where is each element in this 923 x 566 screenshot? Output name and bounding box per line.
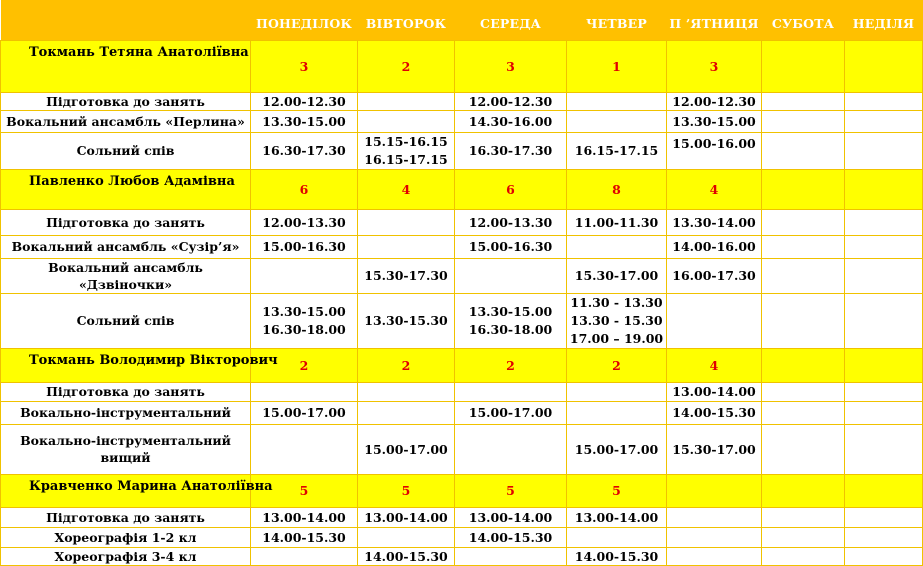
time-slot: 15.30-17.00	[672, 441, 756, 457]
time-cell	[567, 132, 667, 169]
time-cell	[358, 235, 455, 258]
time-cell	[567, 209, 667, 235]
activity-name: Підготовка до занять	[1, 507, 251, 527]
hours-count: 5	[455, 474, 567, 507]
activity-row	[1, 235, 923, 258]
teacher-name: Кравченко Марина Анатоліївна	[1, 474, 251, 507]
schedule-body	[1, 40, 923, 565]
time-cell	[251, 235, 358, 258]
time-cell	[567, 235, 667, 258]
time-cell	[358, 401, 455, 424]
time-cell	[358, 527, 455, 547]
hours-count	[762, 474, 845, 507]
time-slot: 16.30-18.00	[262, 321, 346, 337]
hours-count: 1	[567, 40, 667, 92]
time-cell	[358, 293, 455, 348]
hours-count: 4	[358, 169, 455, 209]
time-cell	[845, 258, 923, 293]
time-cell	[667, 401, 762, 424]
teacher-name: Токмань Володимир Вікторович	[1, 348, 251, 382]
time-cell	[762, 507, 845, 527]
time-cell	[455, 527, 567, 547]
time-slot: 14.00-15.30	[364, 548, 448, 564]
time-cell	[455, 92, 567, 110]
time-cell	[762, 258, 845, 293]
hours-count	[845, 40, 923, 92]
time-cell	[358, 424, 455, 474]
header-corner	[1, 0, 251, 40]
activity-name: Вокальний ансамбль «Дзвіночки»	[1, 258, 251, 293]
time-cell	[358, 382, 455, 401]
time-cell	[358, 132, 455, 169]
activity-name: Вокально-інструментальний вищий	[1, 424, 251, 474]
hours-count: 6	[251, 169, 358, 209]
time-slot: 16.15-17.15	[574, 143, 659, 158]
time-cell	[455, 110, 567, 132]
hours-count: 5	[251, 474, 358, 507]
hours-count: 5	[567, 474, 667, 507]
time-cell	[358, 92, 455, 110]
hours-count: 2	[567, 348, 667, 382]
time-cell	[667, 527, 762, 547]
time-cell	[762, 401, 845, 424]
hours-count	[845, 474, 923, 507]
time-slot: 12.00-12.30	[262, 93, 346, 109]
time-cell	[762, 92, 845, 110]
time-cell	[358, 507, 455, 527]
time-slot: 16.15-17.15	[364, 151, 448, 167]
time-slot: 16.30-17.30	[262, 143, 346, 158]
time-slot: 11.30 - 13.30	[570, 294, 663, 310]
time-cell	[667, 110, 762, 132]
time-cell	[667, 92, 762, 110]
time-cell	[762, 382, 845, 401]
hours-count: 3	[455, 40, 567, 92]
hours-count: 4	[667, 348, 762, 382]
time-cell	[455, 382, 567, 401]
time-cell	[251, 110, 358, 132]
time-cell	[667, 235, 762, 258]
time-slot: 15.00-17.00	[364, 441, 448, 457]
time-cell	[762, 209, 845, 235]
time-cell	[845, 401, 923, 424]
header-day-monday: ПОНЕДІЛОК	[251, 0, 358, 40]
time-cell	[251, 527, 358, 547]
activity-row	[1, 424, 923, 474]
time-slot: 15.30-17.00	[574, 268, 659, 283]
time-slot: 13.30-15.00	[672, 113, 756, 129]
time-cell	[845, 132, 923, 169]
hours-count	[845, 169, 923, 209]
time-slot: 15.00-16.00	[672, 135, 756, 151]
activity-name: Вокальний ансамбль «Сузір’я»	[1, 235, 251, 258]
activity-row	[1, 382, 923, 401]
time-slot: 15.00-16.30	[468, 239, 553, 254]
teacher-row	[1, 169, 923, 209]
hours-count: 4	[667, 169, 762, 209]
time-slot: 16.00-17.30	[672, 268, 756, 283]
time-cell	[845, 110, 923, 132]
time-cell	[845, 547, 923, 565]
hours-count	[667, 474, 762, 507]
time-cell	[667, 507, 762, 527]
time-cell	[567, 92, 667, 110]
time-slot: 16.30-17.30	[468, 143, 553, 158]
time-cell	[567, 527, 667, 547]
time-cell	[667, 424, 762, 474]
time-slot: 14.00-15.30	[468, 529, 553, 545]
activity-row	[1, 547, 923, 565]
time-slot: 15.00-17.00	[574, 441, 659, 457]
activity-name: Підготовка до занять	[1, 209, 251, 235]
time-slot: 12.00-12.30	[468, 93, 553, 109]
hours-count: 2	[455, 348, 567, 382]
teacher-name: Токмань Тетяна Анатоліївна	[1, 40, 251, 92]
time-cell	[251, 293, 358, 348]
time-cell	[358, 258, 455, 293]
time-slot: 12.00-13.30	[262, 214, 346, 230]
time-slot: 13.00-14.00	[672, 384, 756, 399]
teacher-row	[1, 348, 923, 382]
time-cell	[762, 424, 845, 474]
time-slot: 13.00-14.00	[468, 509, 553, 525]
time-slot: 13.30-15.30	[364, 313, 448, 328]
activity-name: Вокально-інструментальний	[1, 401, 251, 424]
time-cell	[762, 527, 845, 547]
time-cell	[667, 209, 762, 235]
teacher-name: Павленко Любов Адамівна	[1, 169, 251, 209]
time-slot: 14.00-15.30	[574, 548, 659, 564]
activity-row	[1, 110, 923, 132]
time-cell	[251, 209, 358, 235]
time-cell	[845, 92, 923, 110]
time-cell	[455, 401, 567, 424]
time-slot: 15.00-17.00	[262, 405, 346, 420]
activity-row	[1, 258, 923, 293]
time-cell	[667, 293, 762, 348]
time-cell	[455, 547, 567, 565]
time-slot: 14.00-16.00	[672, 239, 756, 254]
activity-name: Хореографія 3-4 кл	[1, 547, 251, 565]
activity-row	[1, 507, 923, 527]
time-cell	[567, 382, 667, 401]
hours-count: 3	[251, 40, 358, 92]
time-slot: 15.00-16.30	[262, 239, 346, 254]
teacher-row	[1, 40, 923, 92]
time-slot: 16.30-18.00	[468, 321, 553, 337]
time-cell	[455, 258, 567, 293]
time-cell	[845, 293, 923, 348]
activity-name: Підготовка до занять	[1, 92, 251, 110]
time-cell	[358, 110, 455, 132]
time-cell	[567, 293, 667, 348]
time-cell	[845, 209, 923, 235]
header-day-friday: П ’ЯТНИЦЯ	[667, 0, 762, 40]
time-slot: 13.30-15.00	[262, 113, 346, 129]
time-cell	[251, 547, 358, 565]
time-cell	[251, 424, 358, 474]
time-cell	[667, 382, 762, 401]
time-cell	[667, 547, 762, 565]
header-day-thursday: ЧЕТВЕР	[567, 0, 667, 40]
time-cell	[455, 293, 567, 348]
activity-name: Сольний спів	[1, 132, 251, 169]
activity-name: Хореографія 1-2 кл	[1, 527, 251, 547]
time-cell	[455, 235, 567, 258]
time-cell	[455, 209, 567, 235]
time-slot: 13.00-14.00	[262, 509, 346, 525]
time-cell	[358, 547, 455, 565]
time-cell	[762, 235, 845, 258]
time-cell	[845, 424, 923, 474]
activity-row	[1, 92, 923, 110]
time-cell	[762, 132, 845, 169]
time-cell	[762, 547, 845, 565]
time-slot: 15.15-16.15	[364, 133, 448, 149]
hours-count: 2	[251, 348, 358, 382]
hours-count: 8	[567, 169, 667, 209]
hours-count	[845, 348, 923, 382]
activity-row	[1, 527, 923, 547]
activity-row	[1, 401, 923, 424]
time-cell	[845, 527, 923, 547]
time-cell	[251, 132, 358, 169]
time-slot: 13.30-15.00	[262, 303, 346, 319]
activity-name: Підготовка до занять	[1, 382, 251, 401]
header-day-saturday: СУБОТА	[762, 0, 845, 40]
time-cell	[251, 401, 358, 424]
time-slot: 14.00-15.30	[672, 405, 756, 420]
time-cell	[251, 258, 358, 293]
time-cell	[762, 110, 845, 132]
time-slot: 13.30-14.00	[672, 214, 756, 230]
time-cell	[567, 424, 667, 474]
hours-count: 2	[358, 40, 455, 92]
teacher-row	[1, 474, 923, 507]
time-cell	[567, 401, 667, 424]
activity-row	[1, 209, 923, 235]
time-cell	[567, 507, 667, 527]
time-cell	[845, 235, 923, 258]
header-day-wednesday: СЕРЕДА	[455, 0, 567, 40]
hours-count: 6	[455, 169, 567, 209]
hours-count	[762, 169, 845, 209]
header-day-sunday: НЕДІЛЯ	[845, 0, 923, 40]
hours-count	[762, 40, 845, 92]
time-cell	[358, 209, 455, 235]
activity-row	[1, 293, 923, 348]
time-slot: 13.30 - 15.30	[570, 312, 663, 328]
time-cell	[455, 507, 567, 527]
time-cell	[251, 92, 358, 110]
header-day-tuesday: ВІВТОРОК	[358, 0, 455, 40]
hours-count: 2	[358, 348, 455, 382]
hours-count	[762, 348, 845, 382]
time-cell	[845, 382, 923, 401]
time-cell	[567, 258, 667, 293]
time-slot: 14.30-16.00	[468, 113, 553, 129]
time-slot: 17.00 – 19.00	[569, 330, 664, 346]
time-cell	[567, 110, 667, 132]
time-cell	[667, 132, 762, 169]
time-cell	[845, 507, 923, 527]
time-slot: 15.00-17.00	[468, 405, 553, 420]
time-cell	[567, 547, 667, 565]
time-slot: 15.30-17.30	[364, 268, 448, 283]
time-slot: 13.30-15.00	[468, 303, 553, 319]
time-slot: 13.00-14.00	[574, 509, 659, 525]
time-slot: 11.00-11.30	[574, 214, 659, 230]
time-cell	[251, 507, 358, 527]
activity-name: Вокальний ансамбль «Перлина»	[1, 110, 251, 132]
time-slot: 12.00-12.30	[672, 93, 756, 109]
hours-count: 3	[667, 40, 762, 92]
header-row	[1, 0, 923, 40]
time-cell	[251, 382, 358, 401]
activity-row	[1, 132, 923, 169]
time-cell	[455, 132, 567, 169]
time-slot: 13.00-14.00	[364, 509, 448, 525]
time-cell	[455, 424, 567, 474]
hours-count: 5	[358, 474, 455, 507]
time-slot: 14.00-15.30	[262, 529, 346, 545]
time-slot: 12.00-13.30	[468, 214, 553, 230]
activity-name: Сольний спів	[1, 293, 251, 348]
time-cell	[667, 258, 762, 293]
time-cell	[762, 293, 845, 348]
